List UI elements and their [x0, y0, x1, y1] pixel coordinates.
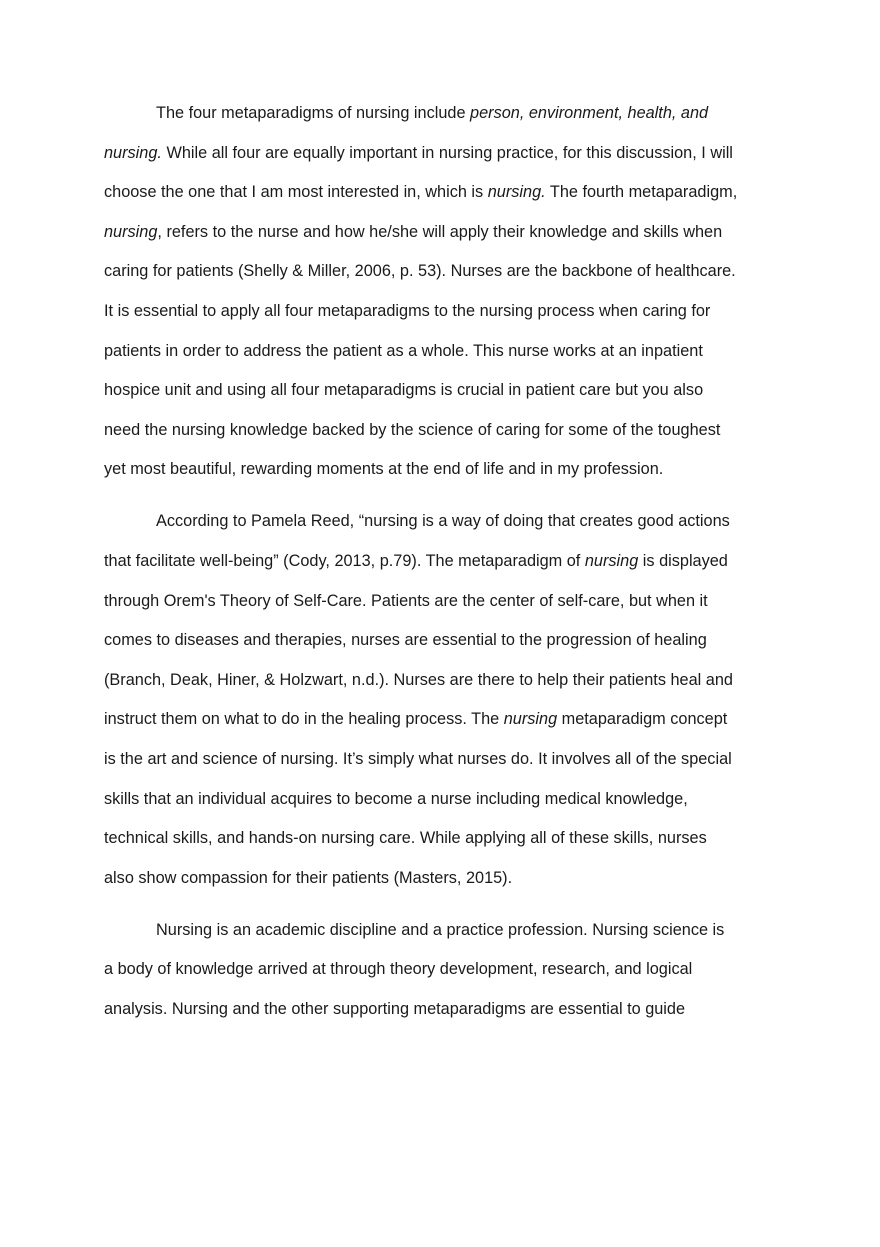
body-text [104, 97, 784, 1033]
text-line: (Branch, Deak, Hiner, & Holzwart, n.d.). Nurses are there to help their patients heal and [104, 670, 733, 689]
paragraph-3 [104, 914, 784, 1033]
text-line: It is essential to apply all four metaparadigms to the nursing process when caring for [104, 301, 711, 320]
text-line: that facilitate well-being” (Cody, 2013, p.79). The metaparadigm of nursing is displayed [104, 552, 728, 571]
text-line: yet most beautiful, rewarding moments at the end of life and in my profession. [104, 460, 664, 479]
paragraph-2 [104, 505, 784, 901]
text-line: skills that an individual acquires to become a nurse including medical knowledge, [104, 789, 688, 808]
text-line: patients in order to address the patient as a whole. This nurse works at an inpatient [104, 341, 703, 360]
text-line: a body of knowledge arrived at through theory development, research, and logical [104, 960, 693, 979]
text-line: nursing. While all four are equally important in nursing practice, for this discussion, I will [104, 143, 733, 162]
text-line: analysis. Nursing and the other supporting metaparadigms are essential to guide [104, 1000, 686, 1019]
text-line: instruct them on what to do in the healing process. The nursing metaparadigm concept [104, 710, 728, 729]
text-line: is the art and science of nursing. It’s simply what nurses do. It involves all of the special [104, 750, 732, 768]
text-line: also show compassion for their patients (Masters, 2015). [104, 868, 513, 887]
text-line: hospice unit and using all four metaparadigms is crucial in patient care but you also [104, 381, 704, 400]
text-line: The four metaparadigms of nursing include person, environment, health, and [156, 104, 709, 122]
text-line: technical skills, and hands-on nursing care. While applying all of these skills, nurses [104, 829, 707, 848]
text-line: through Orem's Theory of Self-Care. Patients are the center of self-care, but when it [104, 591, 708, 610]
text-line: nursing, refers to the nurse and how he/she will apply their knowledge and skills when [104, 222, 723, 241]
text-line: Nursing is an academic discipline and a practice profession. Nursing science is [156, 920, 725, 939]
text-line: choose the one that I am most interested in, which is nursing. The fourth metaparadigm, [104, 183, 738, 202]
text-line: need the nursing knowledge backed by the science of caring for some of the toughest [104, 420, 721, 439]
text-line: According to Pamela Reed, “nursing is a way of doing that creates good actions [156, 512, 730, 531]
text-line: comes to diseases and therapies, nurses are essential to the progression of healing [104, 631, 707, 650]
text-line: caring for patients (Shelly & Miller, 2006, p. 53). Nurses are the backbone of healthcare. [104, 262, 736, 281]
paragraph-1 [104, 97, 784, 493]
